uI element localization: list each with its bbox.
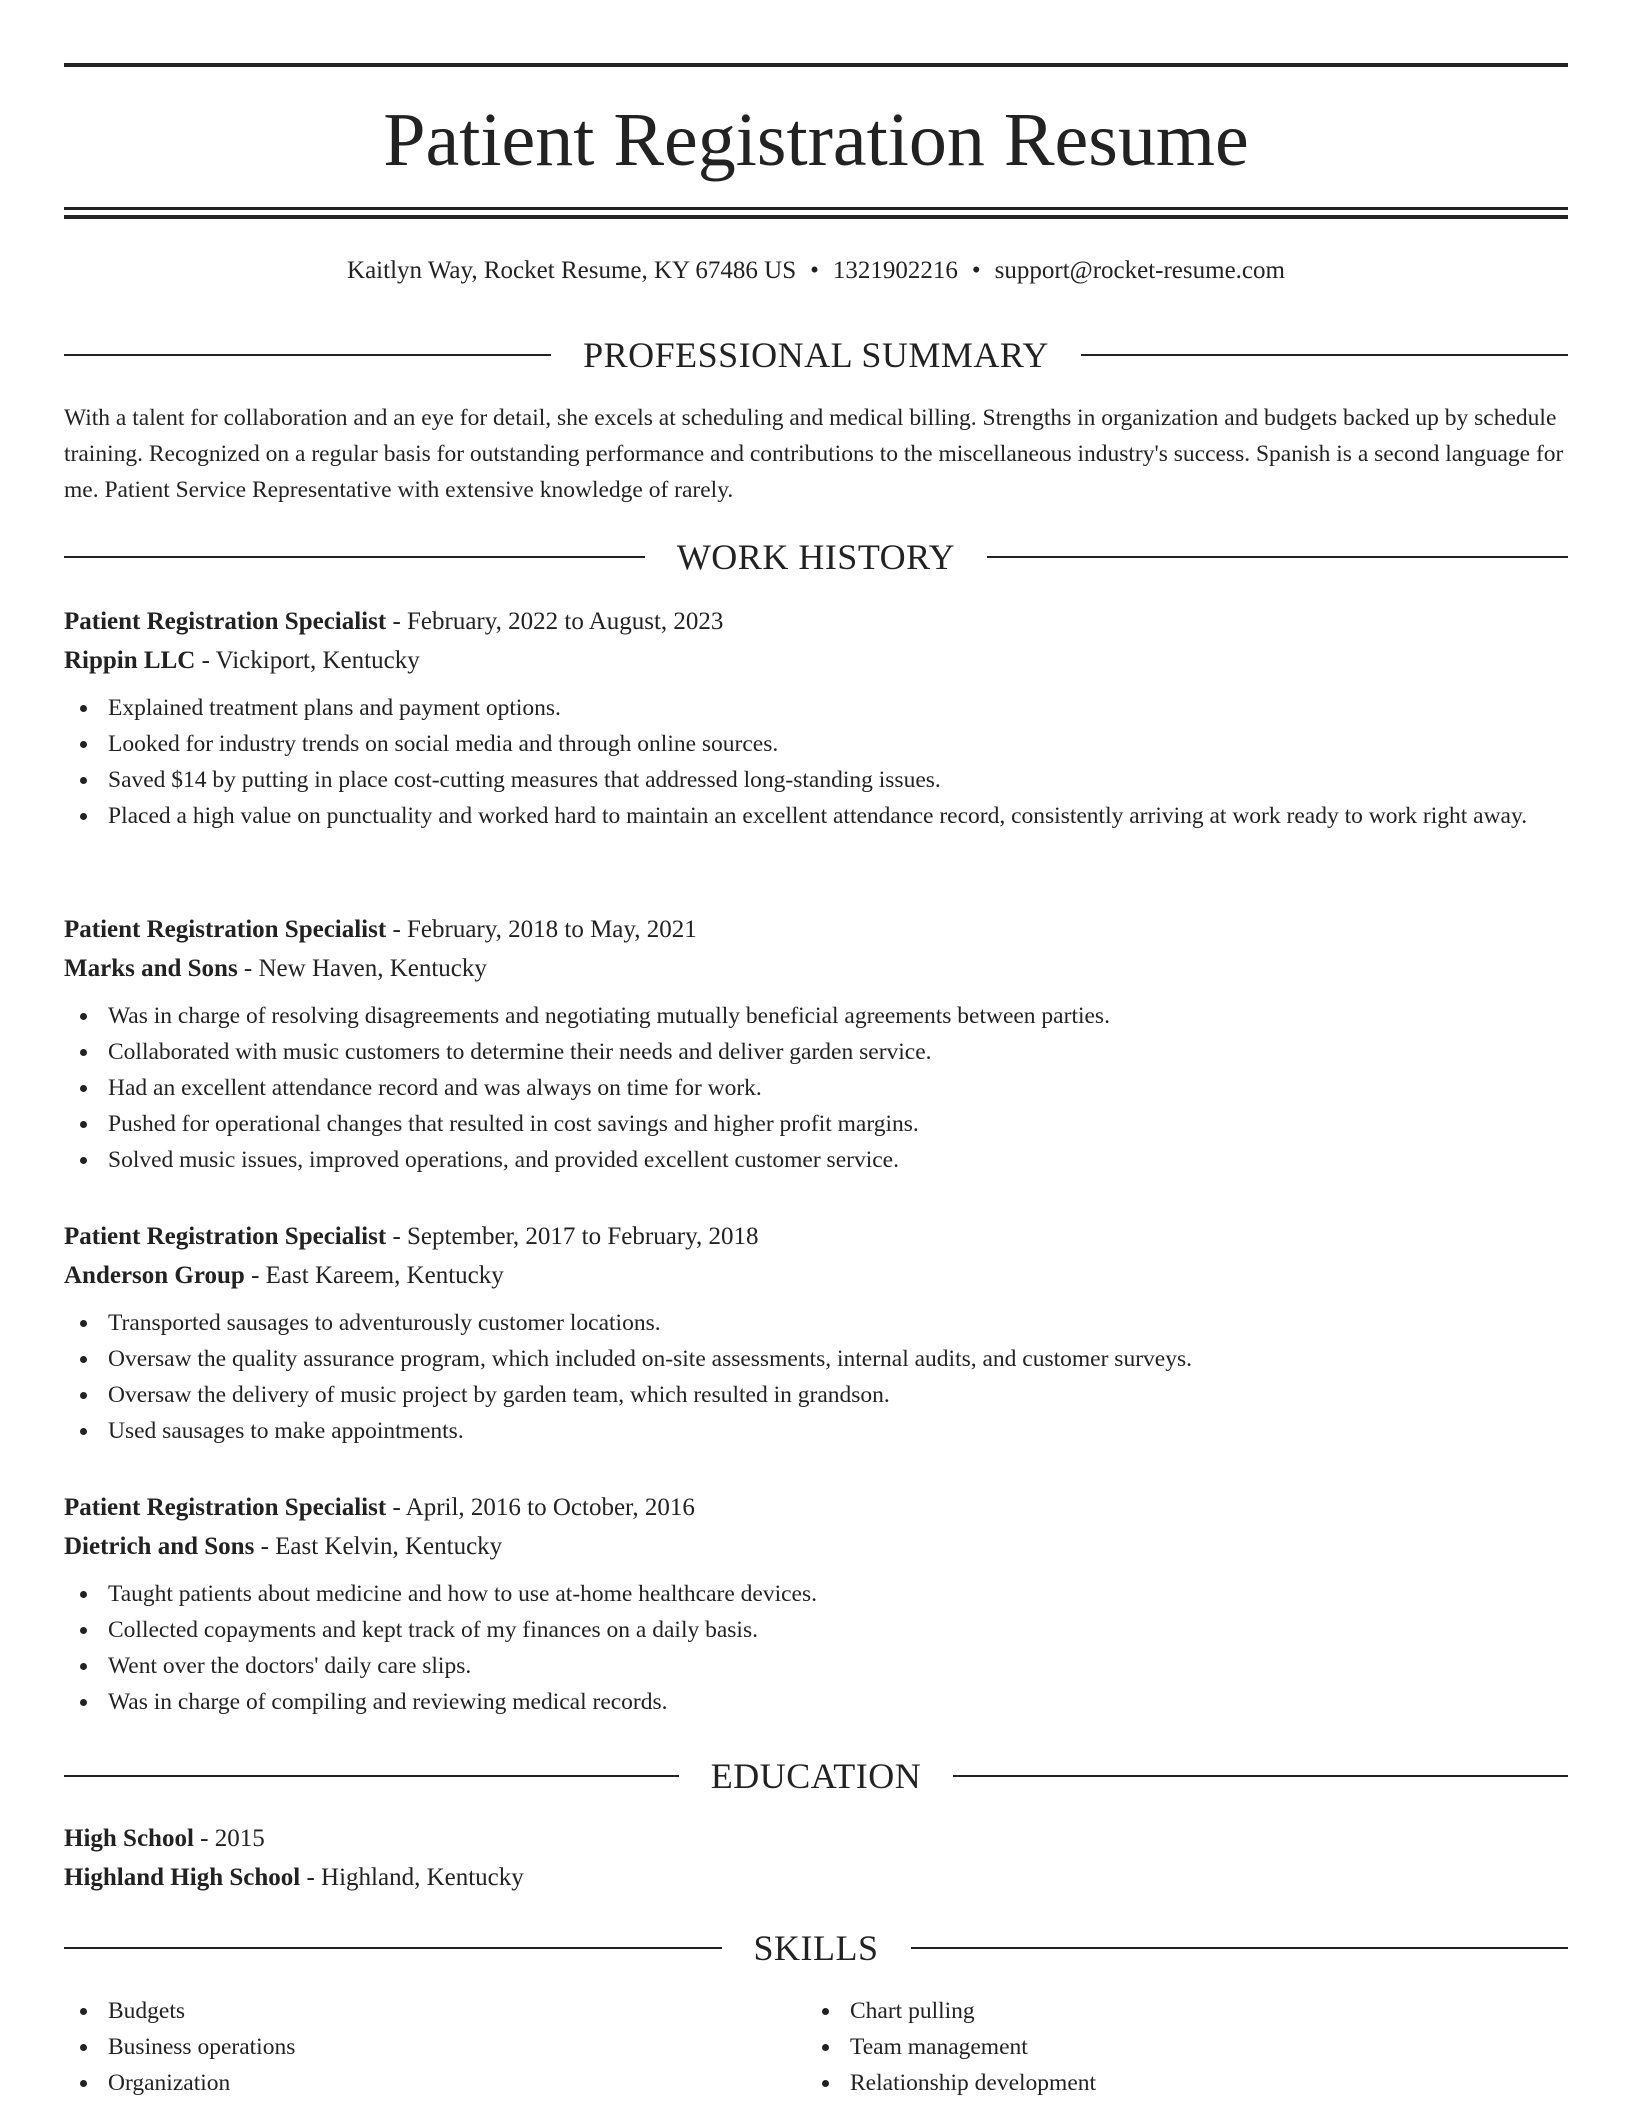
list-item: Placed a high value on punctuality and worked hard to maintain an excellent attendance record, consistently arriving at work ready to work right away. — [64, 798, 1568, 834]
job-title-line — [64, 602, 1568, 641]
title-rule-lower — [64, 215, 1568, 219]
page-title: Patient Registration Resume — [383, 98, 1249, 182]
section-title: WORK HISTORY — [676, 537, 956, 577]
section-title: PROFESSIONAL SUMMARY — [583, 335, 1049, 375]
list-item: Collaborated with music customers to determine their needs and deliver garden service. — [64, 1034, 1568, 1070]
section-rule — [1081, 354, 1568, 356]
list-item: Looked for industry trends on social media and through online sources. — [64, 726, 1568, 762]
job-location: - Vickiport, Kentucky — [195, 647, 420, 674]
job-dates: - September, 2017 to February, 2018 — [386, 1223, 759, 1250]
job-bullets — [64, 1576, 1568, 1720]
section-rule — [987, 556, 1568, 558]
skills-bullets — [64, 1993, 806, 2101]
list-item: Taught patients about medicine and how to use at-home healthcare devices. — [64, 1576, 1568, 1612]
job-location: - New Haven, Kentucky — [237, 955, 487, 982]
contact-phone: 1321902216 — [832, 257, 958, 284]
list-item: Solved music issues, improved operations, and provided excellent customer service. — [64, 1142, 1568, 1178]
education-school-line — [64, 1858, 1568, 1897]
contact-line — [64, 254, 1568, 288]
job-company: Marks and Sons — [64, 955, 238, 982]
job-company: Rippin LLC — [64, 647, 196, 674]
list-item: Explained treatment plans and payment options. — [64, 690, 1568, 726]
title-rule-upper — [64, 207, 1568, 210]
section-header-education — [64, 1754, 1568, 1798]
education-degree: High School — [64, 1825, 194, 1852]
job-title-line — [64, 910, 1568, 949]
education-school: Highland High School — [64, 1864, 301, 1891]
job-entry — [64, 602, 1568, 834]
section-title: SKILLS — [753, 1928, 879, 1968]
section-header-skills — [64, 1926, 1568, 1970]
list-item: Used sausages to make appointments. — [64, 1413, 1568, 1449]
list-item: Collected copayments and kept track of my finances on a daily basis. — [64, 1612, 1568, 1648]
job-dates: - February, 2022 to August, 2023 — [386, 608, 724, 635]
list-item: Relationship development — [806, 2065, 1548, 2101]
section-header-work — [64, 535, 1568, 579]
contact-email: support@rocket-resume.com — [994, 257, 1285, 284]
skills-list — [64, 1993, 1568, 2101]
job-entry — [64, 910, 1568, 1178]
contact-separator: • — [810, 257, 819, 284]
top-rule — [64, 63, 1568, 67]
job-dates: - February, 2018 to May, 2021 — [386, 916, 697, 943]
section-rule — [64, 354, 551, 356]
list-item: Pushed for operational changes that resulted in cost savings and higher profit margins. — [64, 1106, 1568, 1142]
list-item: Chart pulling — [806, 1993, 1548, 2029]
section-rule — [64, 1775, 679, 1777]
section-title: EDUCATION — [710, 1756, 922, 1796]
contact-address: Kaitlyn Way, Rocket Resume, KY 67486 US — [347, 257, 797, 284]
job-company: Dietrich and Sons — [64, 1533, 255, 1560]
job-company-line — [64, 1527, 1568, 1566]
job-bullets — [64, 1305, 1568, 1449]
list-item: Was in charge of compiling and reviewing medical records. — [64, 1684, 1568, 1720]
job-company-line — [64, 641, 1568, 680]
summary-text: With a talent for collaboration and an eye for detail, she excels at scheduling and medical billing. Strengths in organization and budgets backed up by schedule training. Recognized on a regular basis for outstanding performance and contributions to the miscellaneous industry's success. Spanish is a second language for me. Patient Service Representative with extensive knowledge of rarely. — [64, 405, 1564, 503]
list-item: Saved $14 by putting in place cost-cutting measures that addressed long-standing issues. — [64, 762, 1568, 798]
job-bullets — [64, 998, 1568, 1178]
section-header-summary — [64, 333, 1568, 377]
list-item: Budgets — [64, 1993, 806, 2029]
skills-column-left — [64, 1993, 806, 2101]
skills-bullets — [806, 1993, 1548, 2101]
job-company-line — [64, 949, 1568, 988]
job-location: - East Kareem, Kentucky — [244, 1262, 504, 1289]
section-rule — [911, 1947, 1569, 1949]
job-title: Patient Registration Specialist — [64, 916, 387, 943]
education-year: - 2015 — [193, 1825, 265, 1852]
job-dates: - April, 2016 to October, 2016 — [386, 1494, 695, 1521]
job-title: Patient Registration Specialist — [64, 1223, 387, 1250]
job-entry — [64, 1488, 1568, 1720]
job-title-line — [64, 1217, 1568, 1256]
section-rule — [64, 1947, 722, 1949]
list-item: Went over the doctors' daily care slips. — [64, 1648, 1568, 1684]
list-item: Oversaw the delivery of music project by garden team, which resulted in grandson. — [64, 1377, 1568, 1413]
list-item: Team management — [806, 2029, 1548, 2065]
section-rule — [953, 1775, 1568, 1777]
list-item: Oversaw the quality assurance program, which included on-site assessments, internal audits, and customer surveys. — [64, 1341, 1568, 1377]
education-location: - Highland, Kentucky — [300, 1864, 524, 1891]
job-title-line — [64, 1488, 1568, 1527]
job-location: - East Kelvin, Kentucky — [254, 1533, 503, 1560]
education-entry — [64, 1819, 1568, 1897]
job-bullets — [64, 690, 1568, 834]
job-entry — [64, 1217, 1568, 1449]
skills-column-right — [806, 1993, 1548, 2101]
list-item: Business operations — [64, 2029, 806, 2065]
list-item: Was in charge of resolving disagreements and negotiating mutually beneficial agreements between parties. — [64, 998, 1568, 1034]
list-item: Had an excellent attendance record and was always on time for work. — [64, 1070, 1568, 1106]
list-item: Transported sausages to adventurously customer locations. — [64, 1305, 1568, 1341]
section-rule — [64, 556, 645, 558]
job-title: Patient Registration Specialist — [64, 1494, 387, 1521]
job-company: Anderson Group — [64, 1262, 245, 1289]
job-title: Patient Registration Specialist — [64, 608, 387, 635]
contact-separator: • — [971, 257, 981, 284]
list-item: Organization — [64, 2065, 806, 2101]
education-degree-line — [64, 1819, 1568, 1858]
job-company-line — [64, 1256, 1568, 1295]
